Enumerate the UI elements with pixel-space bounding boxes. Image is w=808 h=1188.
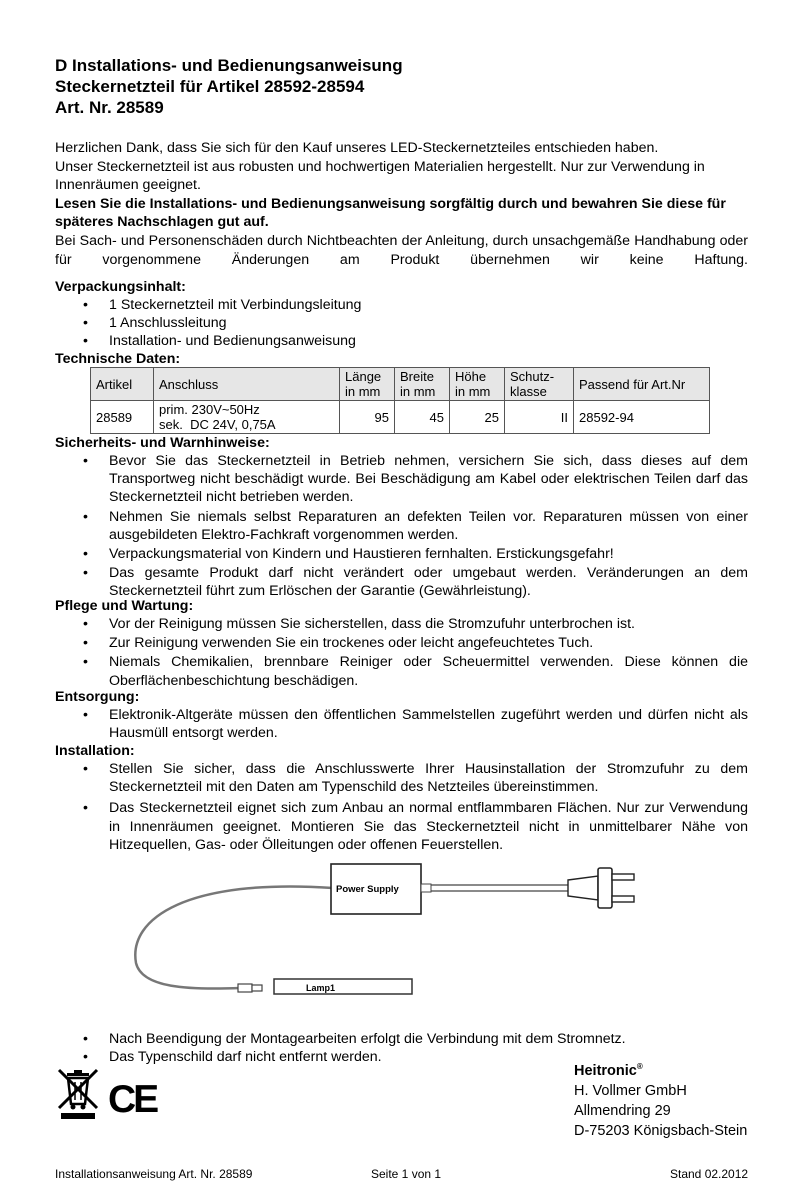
- table-header-row: [91, 368, 710, 401]
- cell-anschluss: prim. 230V~50Hz sek. DC 24V, 0,75A: [154, 401, 340, 434]
- cell-laenge: 95: [340, 401, 395, 434]
- company-address: [574, 1057, 747, 1141]
- list-item: • Installation- und Bedienungsanweisung: [55, 332, 748, 350]
- disposal-heading: Entsorgung:: [55, 689, 140, 705]
- footer-date: Stand 02.2012: [670, 1167, 749, 1181]
- list-item: • Das Typenschild darf nicht entfernt werden.: [55, 1048, 748, 1066]
- intro-thanks: Herzlichen Dank, dass Sie sich für den Kauf unseres LED-Steckernetzteiles entschieden haben.: [55, 140, 659, 156]
- lamp: [274, 979, 412, 994]
- title-line-1: D Installations- und Bedienungsanweisung: [55, 56, 403, 75]
- care-list: [55, 615, 748, 690]
- mains-cable: [421, 884, 568, 892]
- plug-icon: [568, 868, 634, 908]
- footer-left: Installationsanweisung Art. Nr. 28589: [55, 1167, 253, 1181]
- list-item: • Nach Beendigung der Montagearbeiten erfolgt die Verbindung mit dem Stromnetz.: [55, 1030, 748, 1048]
- company-name: H. Vollmer GmbH: [574, 1082, 687, 1099]
- weee-crossed-bin-icon: [55, 1067, 101, 1121]
- title-line-2: Steckernetzteil für Artikel 28592-28594: [55, 77, 365, 96]
- col-schutzklasse: Schutz- klasse: [505, 368, 574, 401]
- list-item: • Das gesamte Produkt darf nicht verändert oder umgebaut werden. Veränderungen an dem Steckernetzteil führt zum Erlöschen der Garantie (Gewährleistung).: [55, 564, 748, 600]
- safety-heading: Sicherheits- und Warnhinweise:: [55, 435, 270, 451]
- package-heading: Verpackungsinhalt:: [55, 279, 186, 295]
- col-anschluss: Anschluss: [154, 368, 340, 401]
- disposal-list: [55, 706, 748, 742]
- cell-artikel: 28589: [91, 401, 154, 434]
- list-item: • Verpackungsmaterial von Kindern und Haustieren fernhalten. Erstickungsgefahr!: [55, 545, 748, 563]
- installation-list: [55, 760, 748, 854]
- intro-read-notice: Lesen Sie die Installations- und Bedienungsanweisung sorgfältig durch und bewahren Sie diese für späteres Nachschlagen gut auf.: [55, 195, 726, 231]
- list-item: • Nehmen Sie niemals selbst Reparaturen an defekten Teilen vor. Reparaturen müssen von einer ausgebildeten Elektro-Fachkraft vorgenommen werden.: [55, 508, 748, 544]
- registered-mark: ®: [636, 1062, 643, 1071]
- cell-hoehe: 25: [450, 401, 505, 434]
- cell-breite: 45: [395, 401, 450, 434]
- company-street: Allmendring 29: [574, 1102, 671, 1119]
- list-item: • Bevor Sie das Steckernetzteil in Betrieb nehmen, versichern Sie sich, dass dieses auf dem Transportweg nicht beschädigt wurde. Bei Beschädigung am Kabel oder elektrischen Teilen darf das Steckernetzteil nicht betrieben werden.: [55, 452, 748, 507]
- col-artikel: Artikel: [91, 368, 154, 401]
- tech-heading: Technische Daten:: [55, 351, 181, 367]
- list-item: • Zur Reinigung verwenden Sie ein trockenes oder leicht angefeuchtetes Tuch.: [55, 634, 748, 652]
- title-line-3: Art. Nr. 28589: [55, 98, 164, 117]
- list-item: • 1 Anschlussleitung: [55, 314, 748, 332]
- care-heading: Pflege und Wartung:: [55, 598, 194, 614]
- list-item: • Niemals Chemikalien, brennbare Reiniger oder Scheuermittel verwenden. Diese können die Oberflächenbeschichtung beschädigen.: [55, 653, 748, 689]
- col-hoehe: Höhe in mm: [450, 368, 505, 401]
- installation-heading: Installation:: [55, 743, 135, 759]
- power-supply-label: Power Supply: [336, 884, 399, 895]
- list-item: • Das Steckernetzteil eignet sich zum Anbau an normal entflammbaren Flächen. Nur zur Verwendung in Innenräumen geeignet. Montieren Sie das Steckernetzteil nicht in unmittelbarer Nähe von Hitzequellen, Gas- oder Ölleitungen oder offenen Feuerstellen.: [55, 799, 748, 854]
- list-item: • Vor der Reinigung müssen Sie sicherstellen, dass die Stromzufuhr unterbrochen ist.: [55, 615, 748, 633]
- package-list: [55, 296, 748, 351]
- col-breite: Breite in mm: [395, 368, 450, 401]
- intro-section: [55, 139, 748, 269]
- cell-schutzklasse: II: [505, 401, 574, 434]
- col-passend: Passend für Art.Nr: [574, 368, 710, 401]
- lamp-cable: [135, 886, 333, 988]
- company-city: D-75203 Königsbach-Stein: [574, 1122, 748, 1139]
- list-item: • 1 Steckernetzteil mit Verbindungsleitung: [55, 296, 748, 314]
- cell-passend: 28592-94: [574, 401, 710, 434]
- lamp-connector: [238, 984, 262, 992]
- intro-liability: Bei Sach- und Personenschäden durch Nichtbeachten der Anleitung, durch unsachgemäße Handhabung oder für vorgenommene Änderungen am Produkt übernehmen wir keine Haftung.: [55, 232, 748, 268]
- company-brand: Heitronic®: [574, 1062, 643, 1079]
- footer-page: Seite 1 von 1: [371, 1167, 442, 1181]
- intro-material: Unser Steckernetzteil ist aus robusten und hochwertigen Materialien hergestellt. Nur zur Verwendung in Innenräumen geeignet.: [55, 158, 705, 194]
- wiring-diagram: [128, 858, 704, 1028]
- list-item: • Elektronik-Altgeräte müssen den öffentlichen Sammelstellen zugeführt werden und dürfen nicht als Hausmüll entsorgt werden.: [55, 706, 748, 742]
- list-item: • Stellen Sie sicher, dass die Anschlusswerte Ihrer Hausinstallation der Stromzufuhr zu dem Steckernetzteil mit den Daten am Typenschild des Netzteiles übereinstimmen.: [55, 760, 748, 796]
- col-laenge: Länge in mm: [340, 368, 395, 401]
- table-row: [91, 401, 710, 434]
- tech-table: [90, 367, 710, 434]
- document-title: [55, 55, 403, 118]
- safety-list: [55, 452, 748, 601]
- ce-mark-icon: CE: [108, 1078, 157, 1121]
- lamp-label: Lamp1: [306, 983, 336, 993]
